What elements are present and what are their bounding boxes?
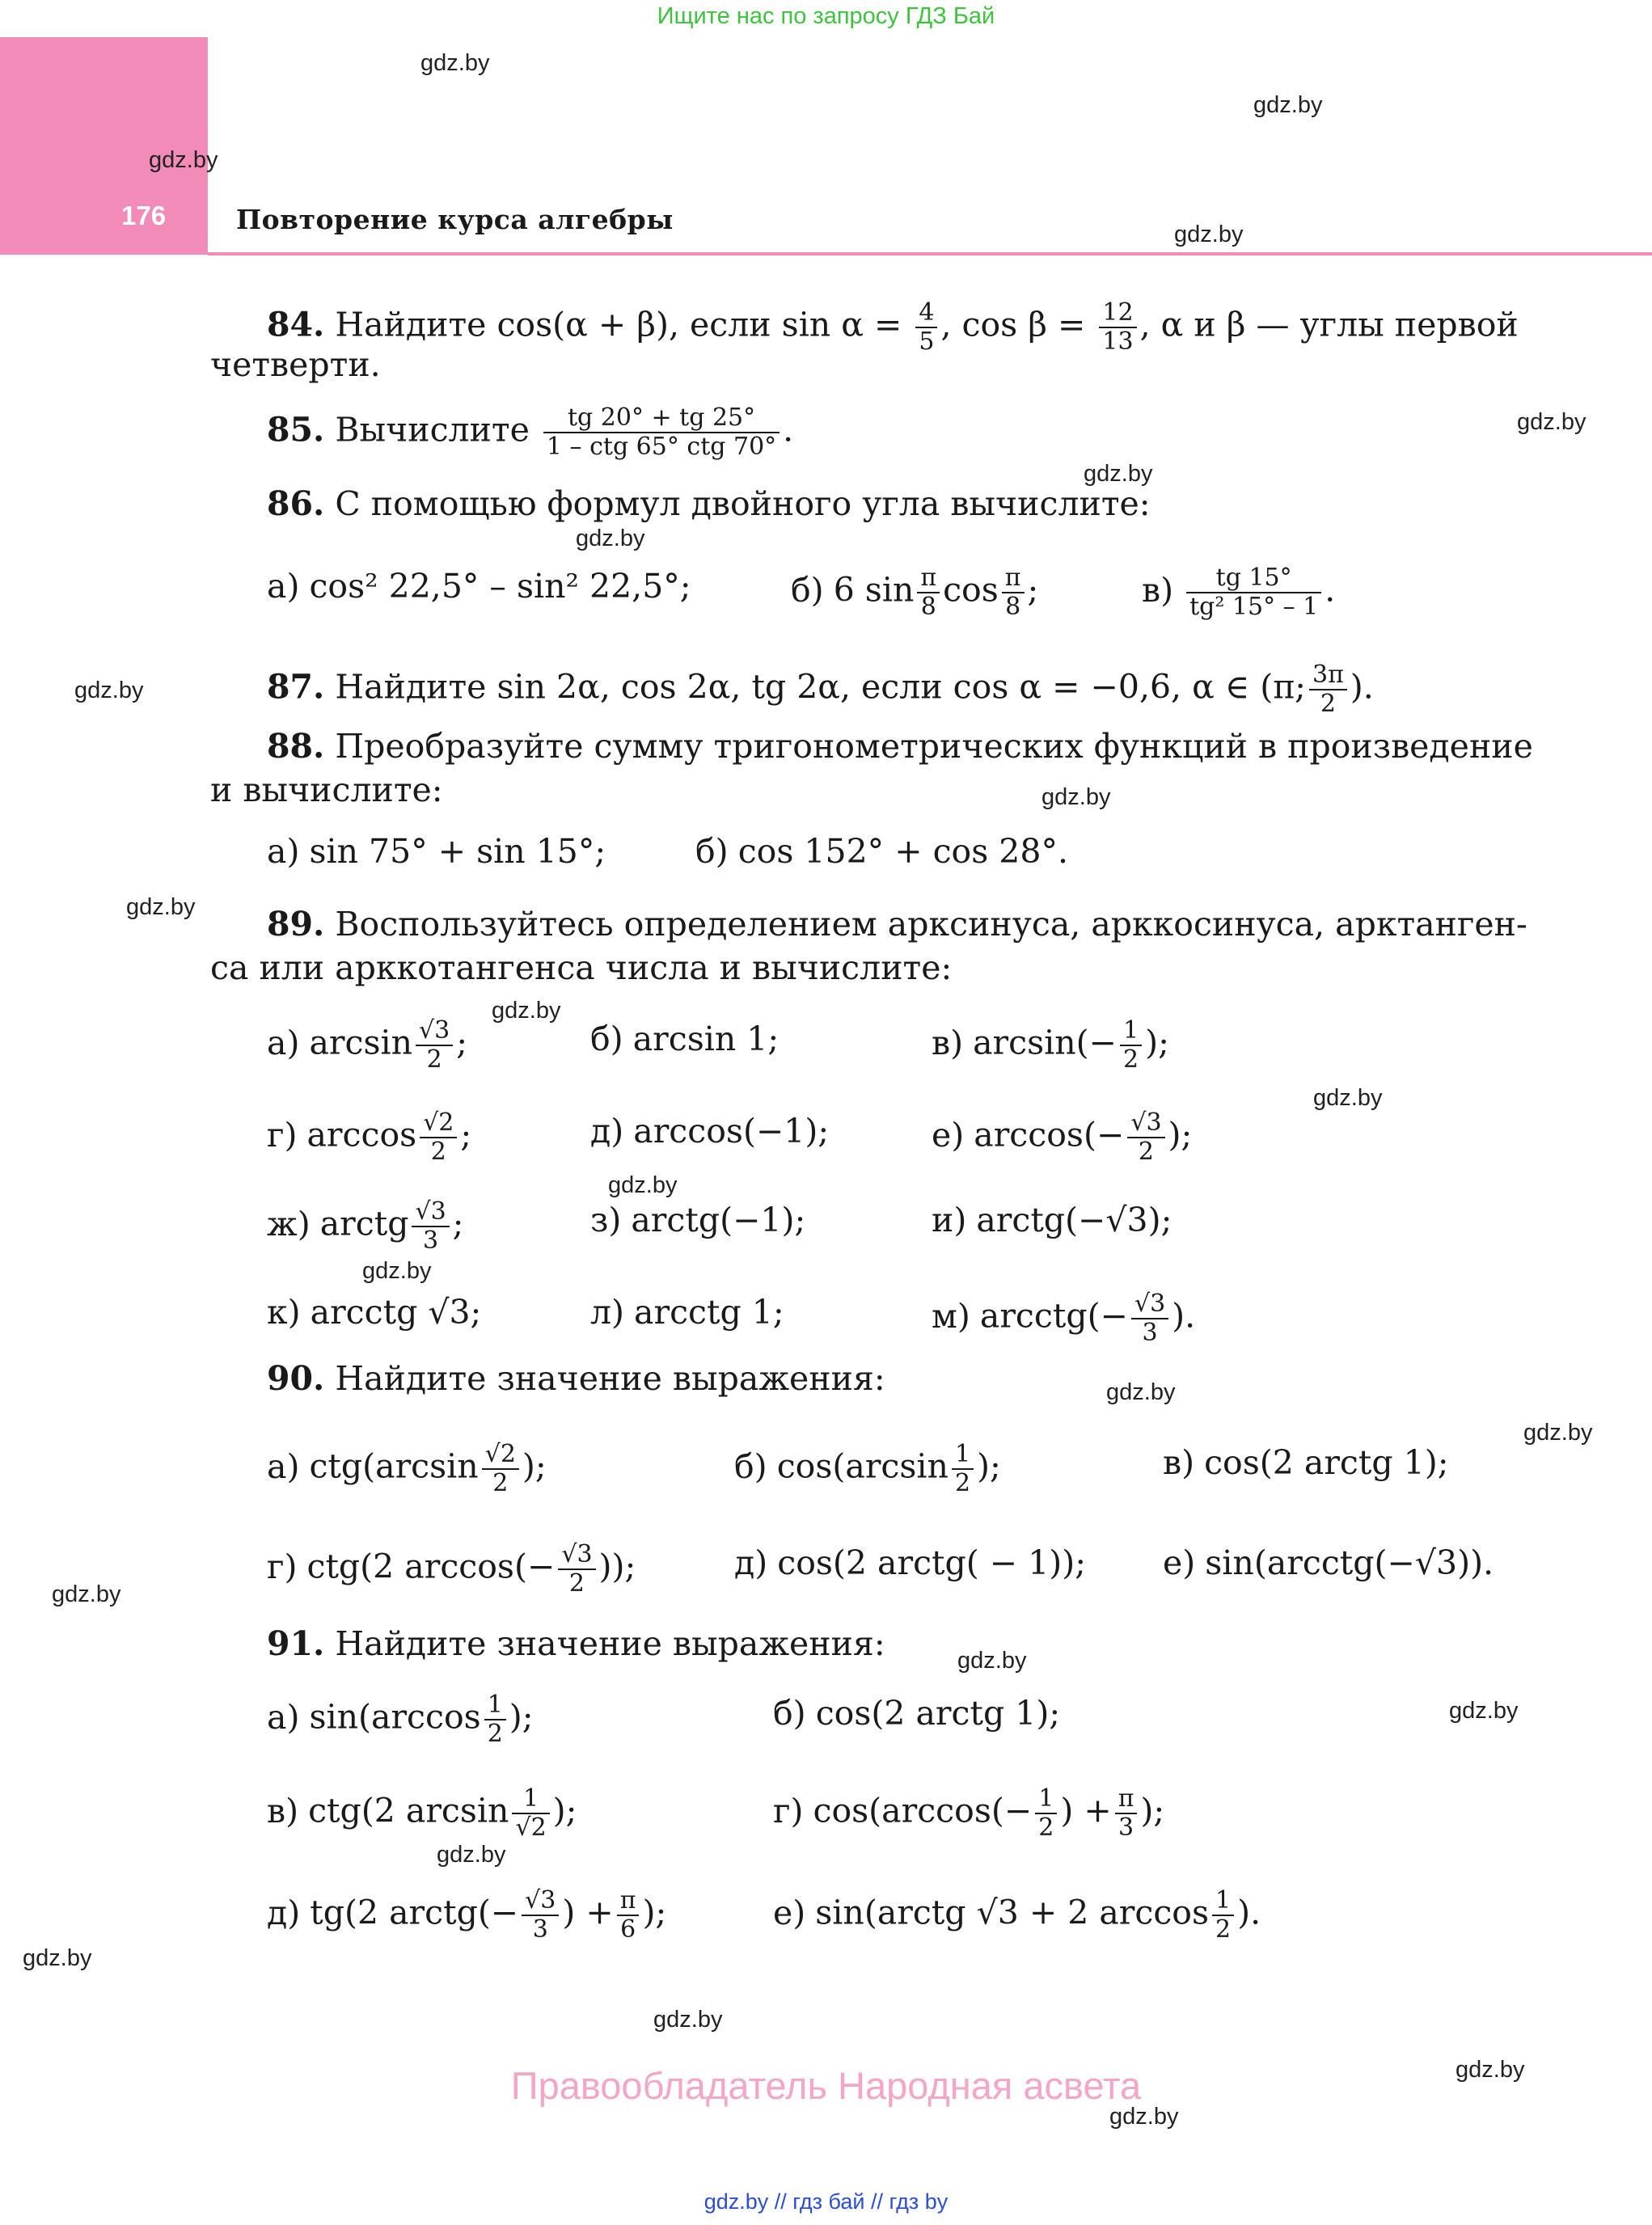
watermark: gdz.by (362, 1258, 432, 1284)
problem-84-line2: четверти. (210, 345, 381, 384)
problem-89-item: и) arctg(−√3); (932, 1201, 1172, 1239)
problem-text: , cos β = (940, 305, 1086, 344)
watermark: gdz.by (1253, 92, 1323, 118)
watermark: gdz.by (126, 894, 196, 920)
watermark: gdz.by (576, 526, 645, 551)
problem-number: 86. (267, 484, 325, 523)
problem-91-a: а) sin(arccos $\frac{1}{2}$ ); (267, 1691, 534, 1748)
problem-90-a: а) ctg(arcsin $\frac{√2}{2}$ ); (267, 1440, 547, 1497)
problem-86-b: б) 6 sin $\frac{\pi}{8}$ cos $\frac{\pi}{8}$ ; (791, 564, 1039, 621)
watermark: gdz.by (74, 678, 144, 703)
watermark: gdz.by (23, 1945, 92, 1971)
problem-number: 87. (267, 667, 325, 707)
problem-89-item: в) arcsin(− $\frac{1}{2}$ ); (932, 1016, 1169, 1074)
watermark: gdz.by (1041, 784, 1111, 810)
problem-90-f: е) sin(arcctg(−√3)). (1163, 1543, 1494, 1582)
problem-89-item: ж) arctg $\frac{√3}{3}$ ; (267, 1197, 464, 1255)
problem-91-f: е) sin(arctg √3 + 2 arccos $\frac{1}{2}$ ). (773, 1886, 1261, 1944)
problem-87: 87. Найдите sin 2α, cos 2α, tg 2α, если cos α = −0,6, α ∈ (π; $\frac{3\pi}{2}$ ). (267, 661, 1374, 718)
watermark: gdz.by (1313, 1085, 1383, 1111)
problem-text: , α и β — углы первой (1139, 305, 1519, 344)
watermark: gdz.by (52, 1581, 121, 1607)
watermark: gdz.by (1449, 1698, 1519, 1724)
watermark: gdz.by (492, 998, 561, 1024)
watermark: gdz.by (1456, 2057, 1525, 2083)
problem-89-line1: 89. Воспользуйтесь определением арксинуса, арккосинуса, арктанген- (267, 905, 1527, 944)
problem-85: 85. Вычислите $\frac{tg 20^\circ + tg 25^\circ}{\text{1 – ctg 65° ctg 70°}}$ . (267, 403, 794, 461)
problem-86 (267, 482, 1151, 526)
watermark: gdz.by (1517, 409, 1587, 435)
problem-89-item: а) arcsin $\frac{√3}{2}$ ; (267, 1016, 468, 1074)
watermark: gdz.by (420, 50, 490, 76)
problem-89-item: б) arcsin 1; (590, 1020, 780, 1058)
problem-number: 85. (267, 410, 325, 450)
problem-number: 91. (267, 1624, 325, 1663)
problem-text: Найдите cos(α + β), если sin α = (335, 305, 902, 344)
problem-90: 90. Найдите значение выражения: (267, 1359, 885, 1398)
top-banner: Ищите нас по запросу ГДЗ Бай (657, 3, 995, 29)
problem-90-c: в) cos(2 arctg 1); (1163, 1443, 1449, 1482)
problem-90-d: г) ctg(2 arccos(− $\frac{√3}{2}$ )); (267, 1540, 636, 1598)
watermark: gdz.by (437, 1842, 506, 1868)
section-title: Повторение курса алгебры (236, 204, 674, 235)
fraction: $\frac{12}{13}$ (1099, 299, 1136, 356)
fraction: $\frac{4}{5}$ (915, 299, 937, 356)
problem-88-b: б) cos 152° + cos 28°. (695, 832, 1069, 871)
problem-88-line1: 88. Преобразуйте сумму тригонометрических функций в произведение (267, 727, 1533, 766)
problem-84-line1 (267, 299, 1519, 356)
problem-90-b: б) cos(arcsin $\frac{1}{2}$ ); (734, 1440, 1001, 1497)
footer-links[interactable]: gdz.by // гдз бай // гдз by (703, 2189, 949, 2214)
page-number-tab (0, 37, 208, 255)
problem-89-item: е) arccos(− $\frac{√3}{2}$ ); (932, 1108, 1193, 1166)
problem-89-item: г) arccos $\frac{√2}{2}$ ; (267, 1108, 472, 1166)
watermark: gdz.by (653, 2007, 723, 2033)
problem-91-d: г) cos(arccos(− $\frac{1}{2}$ ) + $\frac{\pi}{3}$ ); (773, 1784, 1165, 1842)
watermark: gdz.by (608, 1172, 678, 1198)
problem-91: 91. Найдите значение выражения: (267, 1624, 885, 1663)
problem-number: 84. (267, 305, 325, 344)
problem-86-c: в) $\frac{tg 15^\circ}{\text{tg² 15° – 1}}$ . (1142, 564, 1336, 621)
problem-89-item: д) arccos(−1); (590, 1112, 830, 1150)
problem-number: 90. (267, 1359, 325, 1398)
problem-91-b: б) cos(2 arctg 1); (773, 1694, 1061, 1733)
problem-text: С помощью формул двойного угла вычислите: (335, 484, 1151, 523)
watermark: gdz.by (1109, 2104, 1179, 2130)
problem-86-a: а) cos² 22,5° – sin² 22,5°; (267, 567, 691, 606)
page-number: 176 (121, 201, 167, 230)
problem-number: 88. (267, 727, 325, 766)
problem-89-line2: са или арккотангенса числа и вычислите: (210, 948, 953, 987)
problem-88-line2: и вычислите: (210, 771, 443, 809)
header-rule (208, 252, 1652, 255)
problem-88-a: а) sin 75° + sin 15°; (267, 832, 606, 871)
watermark: gdz.by (149, 147, 218, 173)
problem-91-c: в) ctg(2 arcsin $\frac{1}{√2}$ ); (267, 1784, 577, 1842)
watermark: gdz.by (1523, 1420, 1593, 1446)
fraction: $\frac{tg 20^\circ + tg 25^\circ}{\text{1 – ctg 65° ctg 70°}}$ (543, 404, 780, 461)
watermark: gdz.by (957, 1648, 1027, 1674)
watermark: gdz.by (1106, 1379, 1176, 1405)
watermark: gdz.by (1084, 461, 1153, 487)
copyright-notice: Правообладатель Народная асвета (510, 2064, 1142, 2107)
problem-89-item: л) arcctg 1; (590, 1293, 784, 1332)
problem-89-item: з) arctg(−1); (590, 1201, 806, 1239)
problem-text: Вычислите (335, 410, 530, 450)
problem-89-item: м) arcctg(− $\frac{√3}{3}$ ). (932, 1290, 1196, 1347)
watermark: gdz.by (1174, 222, 1244, 247)
problem-90-e: д) cos(2 arctg( − 1)); (734, 1543, 1087, 1582)
problem-number: 89. (267, 905, 325, 944)
problem-91-e: д) tg(2 arctg(− $\frac{√3}{3}$ ) + $\frac{\pi}{6}$ ); (267, 1886, 667, 1944)
problem-89-item: к) arcctg √3; (267, 1293, 482, 1332)
